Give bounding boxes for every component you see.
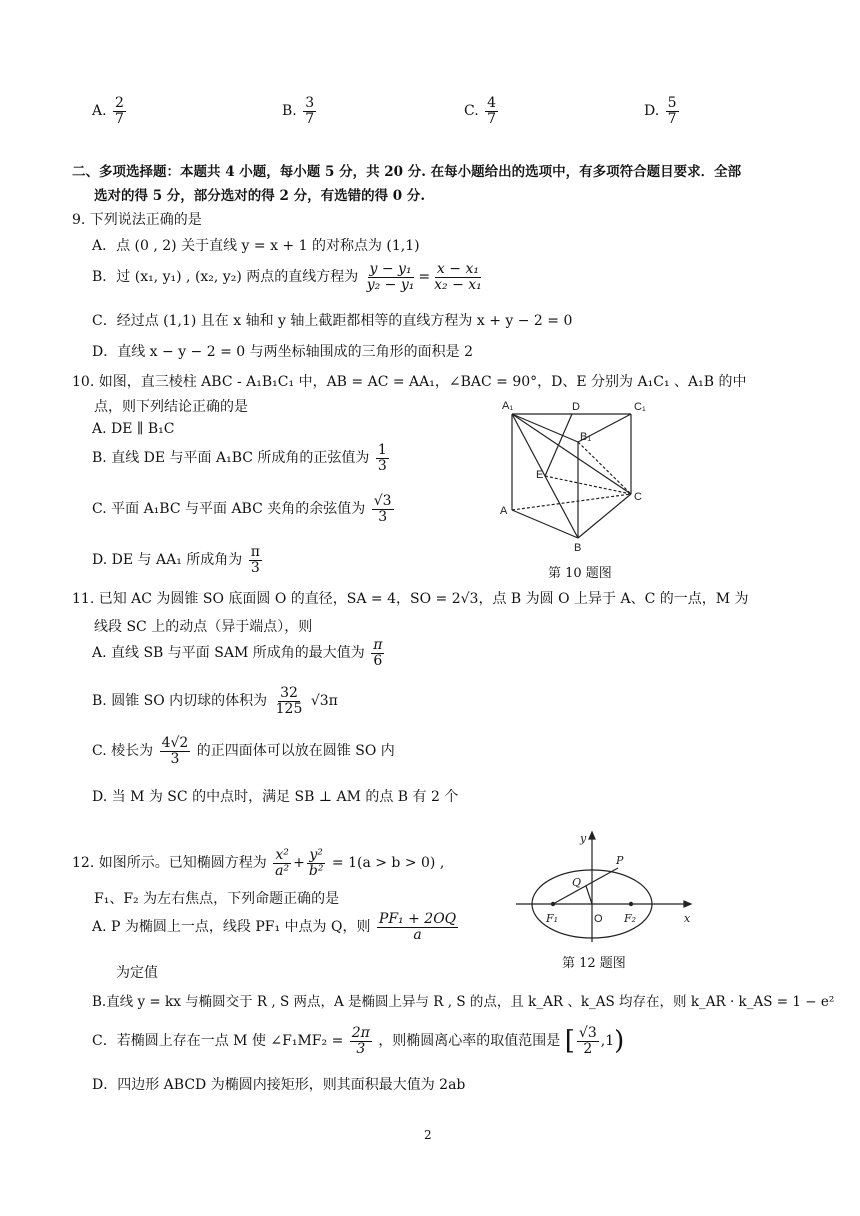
page-number: 2 — [424, 1128, 432, 1142]
q9-option-b: B．过 (x₁, y₁) , (x₂, y₂) 两点的直线方程为 $\frac{\text{y − y₁}}{\text{y₂ − y₁}}$ = $\frac{\text{x − x₁}}{\text{x₂ − x₁}}$ — [92, 261, 482, 293]
label-a: A — [500, 505, 508, 517]
q12-figure-caption: 第 12 题图 — [562, 956, 626, 971]
q12-ellipse-figure — [512, 830, 702, 948]
edge-a1-b1 — [512, 414, 578, 442]
q11-stem-2: 线段 SC 上的动点（异于端点），则 — [94, 619, 313, 635]
q12-stem: 12. 如图所示。已知椭圆方程为 $\frac{\text{x²}}{\text{a²}}$ + $\frac{\text{y²}}{\text{b²}}$ = 1(a > b > 0) , — [72, 847, 445, 879]
q10-stem-2: 点，则下列结论正确的是 — [94, 399, 248, 415]
q11-option-b: B. 圆锥 SO 内切球的体积为 $\frac{32}{125}$ √3π — [92, 685, 338, 717]
edge-b-c — [578, 494, 631, 538]
label-b: B — [574, 542, 582, 554]
edge-a-c — [512, 494, 631, 510]
q10-option-d: D. DE 与 AA₁ 所成角为 $\frac{\pi}{3}$ — [92, 544, 260, 576]
q10-figure-caption: 第 10 题图 — [548, 566, 612, 581]
q12-option-c: C．若椭圆上存在一点 M 使 ∠F₁MF₂ = $\frac{2\pi}{3}$ ，则椭圆离心率的取值范围是 [ $\frac{√3}{2}$ ,1) — [92, 1025, 625, 1057]
label-a1: A₁ — [502, 400, 514, 412]
segment-d-e — [545, 414, 572, 476]
q8-option-d: D. $\frac{5}{7}$ — [644, 95, 677, 127]
q12-option-b: B.直线 y = kx 与椭圆交于 R , S 两点，A 是椭圆上异与 R , S 的点，且 k_AR 、k_AS 均存在，则 k_AR · k_AS = 1 − e² — [92, 994, 835, 1010]
segment-q-o — [586, 886, 592, 904]
q11-stem: 11. 已知 AC 为圆锥 SO 底面圆 O 的直径，SA = 4，SO = 2√3，点 B 为圆 O 上异于 A、C 的一点，M 为 — [72, 591, 749, 607]
q10-option-c: C. 平面 A₁BC 与平面 ABC 夹角的余弦值为 $\frac{√3}{3}$ — [92, 493, 392, 525]
q9-stem: 9. 下列说法正确的是 — [72, 212, 202, 228]
q12-stem-2: F₁、F₂ 为左右焦点，下列命题正确的是 — [94, 891, 340, 907]
q11-option-a: A. 直线 SB 与平面 SAM 所成角的最大值为 $\frac{\pi}{6}$ — [92, 637, 383, 669]
q9-option-d: D．直线 x − y − 2 = 0 与两坐标轴围成的三角形的面积是 2 — [92, 344, 473, 360]
q9-option-a: A．点 (0 , 2) 关于直线 y = x + 1 的对称点为 (1,1) — [92, 238, 420, 254]
q10-option-b: B. 直线 DE 与平面 A₁BC 所成角的正弦值为 $\frac{1}{3}$ — [92, 442, 387, 474]
q10-prism-figure — [496, 396, 646, 556]
q8-option-c: C. $\frac{4}{7}$ — [464, 95, 497, 127]
focus-f1-point — [551, 902, 555, 906]
section-heading: 二、多项选择题：本题共 4 小题，每小题 5 分，共 20 分. 在每小题给出的选项中，有多项符合题目要求．全部 — [72, 164, 742, 180]
q10-option-a: A. DE ∥ B₁C — [92, 421, 175, 437]
q10-stem: 10. 如图，直三棱柱 ABC - A₁B₁C₁ 中，AB = AC = AA₁，∠BAC = 90°，D、E 分别为 A₁C₁ 、A₁B 的中 — [72, 374, 747, 390]
label-q: Q — [572, 876, 582, 889]
label-b1: B₁ — [580, 431, 592, 443]
label-c1: C₁ — [634, 401, 646, 413]
q8-option-a: A. $\frac{2}{7}$ — [92, 95, 124, 127]
q9-option-c: C．经过点 (1,1) 且在 x 轴和 y 轴上截距都相等的直线方程为 x + y − 2 = 0 — [92, 313, 573, 329]
segment-f1-p — [553, 868, 618, 904]
label-c: C — [634, 491, 642, 503]
q8-option-b: B. $\frac{3}{7}$ — [282, 95, 315, 127]
label-x: x — [684, 912, 691, 925]
label-o: O — [594, 913, 603, 925]
q12-option-a-cont: 为定值 — [116, 965, 158, 981]
label-p: P — [616, 854, 624, 867]
q12-option-d: D．四边形 ABCD 为椭圆内接矩形，则其面积最大值为 2ab — [92, 1077, 466, 1093]
q11-option-c: C. 棱长为 $\frac{4√2}{3}$ 的正四面体可以放在圆锥 SO 内 — [92, 735, 395, 767]
q12-option-a: A. P 为椭圆上一点，线段 PF₁ 中点为 Q，则 $\frac{\text{PF₁ + 2OQ}}{a}$ — [92, 911, 457, 943]
edge-a-b — [512, 510, 578, 538]
section-heading-2: 选对的得 5 分，部分选对的得 2 分，有选错的得 0 分. — [94, 188, 426, 204]
q11-option-d: D. 当 M 为 SC 的中点时，满足 SB ⊥ AM 的点 B 有 2 个 — [92, 789, 459, 805]
y-axis-arrow — [589, 832, 595, 839]
label-f2: F₂ — [624, 912, 637, 925]
x-axis-arrow — [684, 901, 691, 907]
label-f1: F₁ — [546, 912, 559, 925]
label-d: D — [572, 401, 580, 413]
focus-f2-point — [629, 902, 633, 906]
label-y: y — [580, 832, 587, 845]
label-e: E — [536, 469, 544, 481]
segment-b1-c — [578, 442, 631, 494]
